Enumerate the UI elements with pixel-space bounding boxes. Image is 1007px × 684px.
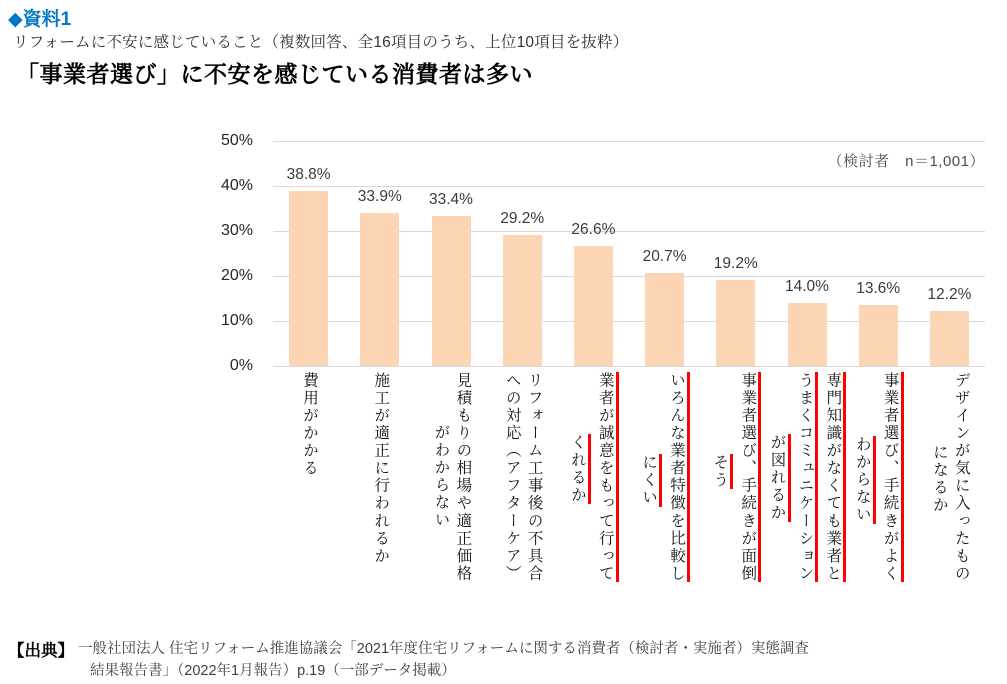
source-line-1: 一般社団法人 住宅リフォーム推進協議会「2021年度住宅リフォームに関する消費者（検討者・実施者）実態調査 (78, 641, 809, 657)
category-label-column-emphasized: いろんな業者特徴を比較し (666, 372, 690, 582)
y-axis-tick-label: 20% (220, 267, 253, 284)
category-label-column-emphasized: が図れるか (767, 434, 791, 522)
gridline (273, 366, 985, 367)
bar-value-label: 26.6% (571, 221, 616, 239)
category-label-column-emphasized: わからない (852, 436, 876, 524)
bar (645, 273, 684, 366)
source-line-2: 結果報告書」（2022年1月報告）p.19（一部データ掲載） (90, 663, 456, 680)
chart-subtitle: リフォームに不安に感じていること（複数回答、全16項目のうち、上位10項目を抜粋） (13, 34, 629, 51)
source-citation (8, 637, 809, 683)
bar (930, 311, 969, 366)
category-label (700, 372, 771, 630)
category-label-column: デザインが気に入ったもの (952, 372, 970, 583)
source-text (78, 637, 809, 683)
plot-area (273, 141, 985, 366)
sample-size-annotation: （検討者 n＝1,001） (827, 153, 985, 170)
category-label-column-emphasized: そう (709, 454, 733, 489)
category-label-column-emphasized: 事業者選び、手続きがよく (880, 372, 904, 582)
bar-value-label: 29.2% (500, 209, 545, 227)
category-label-column: リフォーム工事後の不具合 (525, 372, 543, 583)
category-label (273, 372, 344, 630)
bar (360, 213, 399, 366)
bar (716, 280, 755, 366)
bar-value-label: 14.0% (785, 278, 829, 295)
category-label-column-emphasized: うまくコミュニケーション (795, 372, 819, 582)
category-label-column: 施工が適正に行われるか (372, 372, 390, 565)
category-label-column-emphasized: 事業者選び、手続きが面倒 (737, 372, 761, 582)
y-axis-tick-label: 0% (229, 357, 253, 374)
gridline (273, 141, 985, 142)
category-label-column: 費用がかかる (301, 372, 319, 478)
category-label-column-emphasized: 専門知識がなくても業者と (822, 372, 846, 582)
x-axis-labels (273, 372, 985, 630)
category-label-column-emphasized: くれるか (567, 434, 591, 504)
category-label-column-emphasized: にくい (638, 454, 662, 507)
bar-value-label: 33.4% (429, 190, 473, 208)
bar-value-label: 33.9% (357, 188, 402, 206)
bar (432, 216, 471, 366)
bar-value-label: 38.8% (286, 166, 331, 184)
category-label (415, 372, 486, 630)
category-label (843, 372, 914, 630)
bar-value-label: 12.2% (927, 286, 972, 304)
bar (289, 191, 328, 366)
source-label: 【出典】 (8, 642, 74, 660)
y-axis-tick-label: 30% (220, 222, 253, 239)
bar (574, 246, 613, 366)
bar-value-label: 19.2% (713, 254, 758, 272)
gridline (273, 186, 985, 187)
bar (503, 235, 542, 366)
y-axis-tick-label: 10% (220, 312, 253, 329)
category-label-column: になるか (930, 444, 948, 515)
bar-value-label: 13.6% (856, 279, 901, 297)
page-title: 「事業者選び」に不安を感じている消費者は多い (16, 61, 533, 87)
bar (788, 303, 827, 366)
category-label (487, 372, 558, 630)
y-axis-tick-label: 50% (220, 132, 253, 149)
category-label-column-emphasized: 業者が誠意をもって行って (595, 372, 619, 582)
category-label-column: への対応（アフターケア） (503, 372, 521, 583)
category-label (768, 372, 842, 630)
category-label (629, 372, 700, 630)
category-label (558, 372, 629, 630)
bar-value-label: 20.7% (642, 247, 687, 265)
bar (859, 305, 898, 366)
category-label (914, 372, 985, 630)
category-label-column: 見積もりの相場や適正価格 (454, 372, 472, 583)
y-axis-tick-label: 40% (220, 177, 253, 194)
category-label (344, 372, 415, 630)
category-label-column: がわからない (432, 424, 450, 530)
document-tag: ◆資料1 (8, 9, 72, 30)
